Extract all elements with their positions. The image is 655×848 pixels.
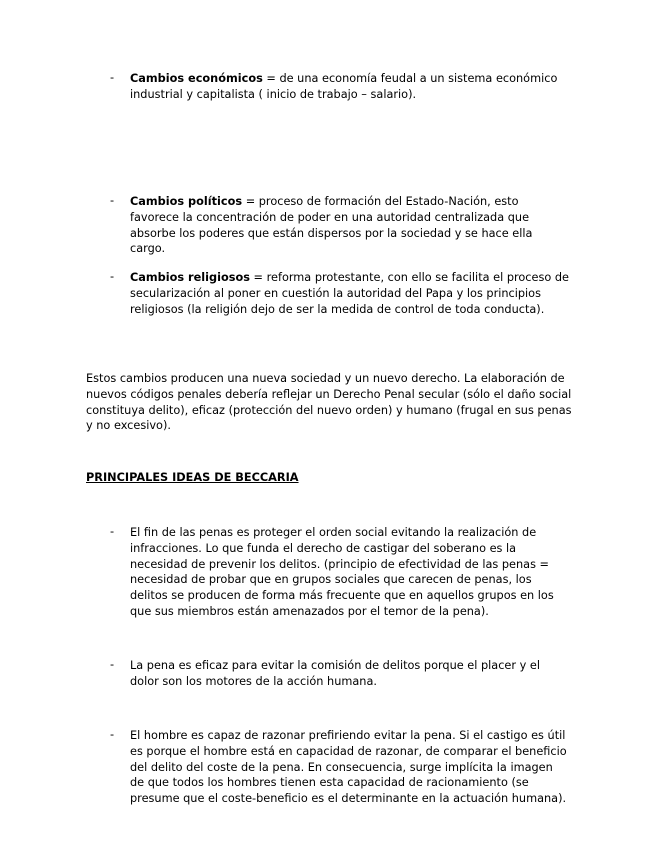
bullet-dash: - [110,728,115,741]
list-item-text [130,71,570,103]
list-item-text [130,194,570,257]
summary-paragraph: Estos cambios producen una nueva sociedad y un nuevo derecho. La elaboración de nuevos códigos penales debería reflejar un Derecho Penal secular (sólo el daño social constituya delito), eficaz (protección del nuevo orden) y humano (frugal en sus penas y no excesivo). [86,372,572,433]
term-description: = proceso de formación del Estado-Nación, esto favorece la concentración de poder en una autoridad centralizada que absorbe los poderes que están dispersos por la sociedad y se hace ella cargo. [130,195,533,256]
term-label: Cambios religiosos [130,271,250,284]
list-item-religious-changes [110,270,570,317]
term-label: Cambios políticos [130,195,243,208]
bullet-dash: - [110,525,115,538]
list-item-text: El fin de las penas es proteger el orden social evitando la realización de infracciones. Lo que funda el derecho de castigar del soberano es la necesidad de prevenir los delitos. (principio de efectividad de las penas = necesidad de probar que en grupos sociales que carecen de penas, los delitos se producen de forma más frecuente que en aquellos grupos en los que sus miembros están amenazados por el temor de la pena). [130,526,554,618]
list-item-political-changes [110,194,570,257]
term-description: = reforma protestante, con ello se facilita el proceso de secularización al poner en cuestión la autoridad del Papa y los principios religiosos (la religión dejo de ser la medida de control de toda conducta). [130,271,569,316]
list-item-idea-3 [110,728,570,807]
section-heading: PRINCIPALES IDEAS DE BECCARIA [86,471,299,484]
bullet-dash: - [110,270,115,283]
term-label: Cambios económicos [130,72,263,85]
list-item-economic-changes [110,71,570,103]
bullet-dash: - [110,194,115,207]
list-item-text: El hombre es capaz de razonar prefiriendo evitar la pena. Si el castigo es útil es porque el hombre está en capacidad de razonar, de comparar el beneficio del delito del coste de la pena. En consecuencia, surge implícita la imagen de que todos los hombres tienen esta capacidad de racionamiento (se presume que el coste-beneficio es el determinante en la actuación humana). [130,729,567,806]
list-item-idea-2 [110,658,570,690]
list-item-text [130,270,570,317]
list-item-idea-1 [110,525,570,620]
term-description: = de una economía feudal a un sistema económico industrial y capitalista ( inicio de trabajo – salario). [130,72,558,101]
bullet-dash: - [110,658,115,671]
bullet-dash: - [110,71,115,84]
list-item-text: La pena es eficaz para evitar la comisión de delitos porque el placer y el dolor son los motores de la acción humana. [130,659,540,688]
